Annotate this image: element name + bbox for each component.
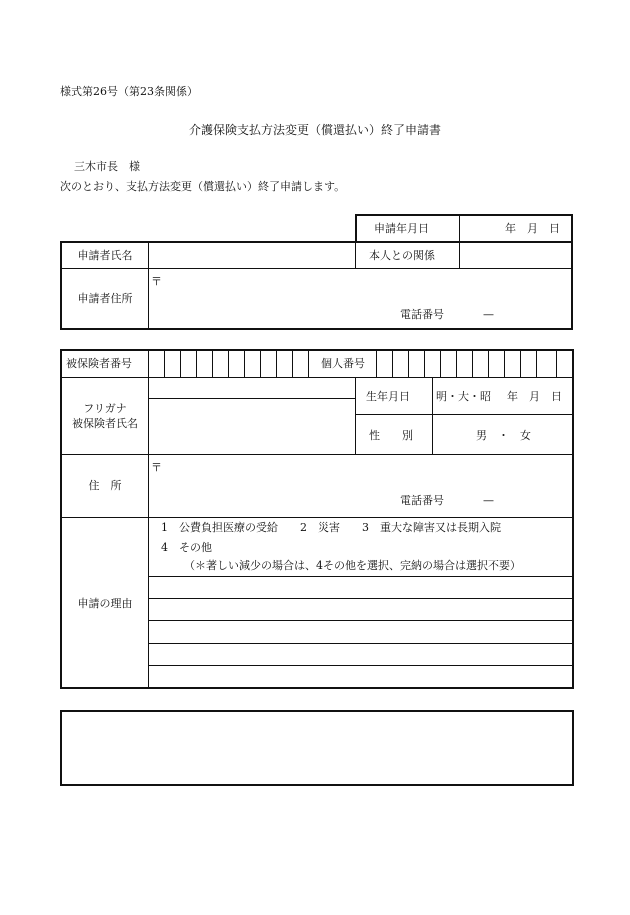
reason-options-line2[interactable]: 4 その他 bbox=[161, 541, 212, 554]
application-date-field[interactable]: 年 月 日 bbox=[505, 222, 560, 235]
remarks-box[interactable] bbox=[60, 710, 574, 786]
furigana-field[interactable] bbox=[150, 379, 354, 397]
birth-date-field[interactable]: 年 月 日 bbox=[507, 390, 562, 403]
insured-address-field[interactable] bbox=[150, 456, 570, 516]
insured-name-field[interactable] bbox=[150, 400, 354, 453]
form-number: 様式第26号（第23条関係） bbox=[60, 85, 198, 98]
reason-writing-lines[interactable] bbox=[150, 578, 570, 686]
addressee: 三木市長 様 bbox=[74, 160, 140, 173]
era-options[interactable]: 明・大・昭 bbox=[436, 390, 491, 403]
reason-options-line1[interactable]: 1 公費負担医療の受給 2 災害 3 重大な障害又は長期入院 bbox=[161, 521, 501, 534]
applicant-phone-dash: — bbox=[483, 308, 494, 321]
page-title: 介護保険支払方法変更（償還払い）終了申請書 bbox=[188, 123, 441, 137]
applicant-name-field[interactable] bbox=[150, 243, 354, 267]
insured-postal-mark: 〒 bbox=[151, 461, 162, 474]
sex-options[interactable]: 男 ・ 女 bbox=[476, 429, 531, 442]
sex-label: 性 別 bbox=[369, 429, 413, 442]
insured-name-label: 被保険者氏名 bbox=[72, 417, 138, 430]
furigana-label: フリガナ bbox=[83, 402, 127, 415]
intro-text: 次のとおり、支払方法変更（償還払い）終了申請します。 bbox=[60, 180, 346, 193]
insured-address-label: 住 所 bbox=[88, 479, 122, 492]
applicant-address-field[interactable] bbox=[150, 270, 570, 327]
personal-number-label: 個人番号 bbox=[321, 357, 365, 370]
applicant-address-label: 申請者住所 bbox=[77, 292, 133, 305]
reason-note: （＊著しい減少の場合は、4その他を選択、完納の場合は選択不要） bbox=[184, 559, 521, 572]
application-date-label: 申請年月日 bbox=[374, 222, 429, 235]
applicant-postal-mark: 〒 bbox=[151, 275, 162, 288]
relation-field[interactable] bbox=[461, 243, 570, 267]
applicant-phone-label: 電話番号 bbox=[400, 308, 444, 321]
applicant-name-label: 申請者氏名 bbox=[77, 249, 133, 262]
insured-number-label: 被保険者番号 bbox=[66, 357, 132, 370]
birth-date-label: 生年月日 bbox=[366, 390, 410, 403]
insured-phone-label: 電話番号 bbox=[400, 494, 444, 507]
reason-label: 申請の理由 bbox=[77, 597, 133, 610]
insured-phone-dash: — bbox=[483, 494, 494, 507]
relation-label: 本人との関係 bbox=[369, 249, 435, 262]
